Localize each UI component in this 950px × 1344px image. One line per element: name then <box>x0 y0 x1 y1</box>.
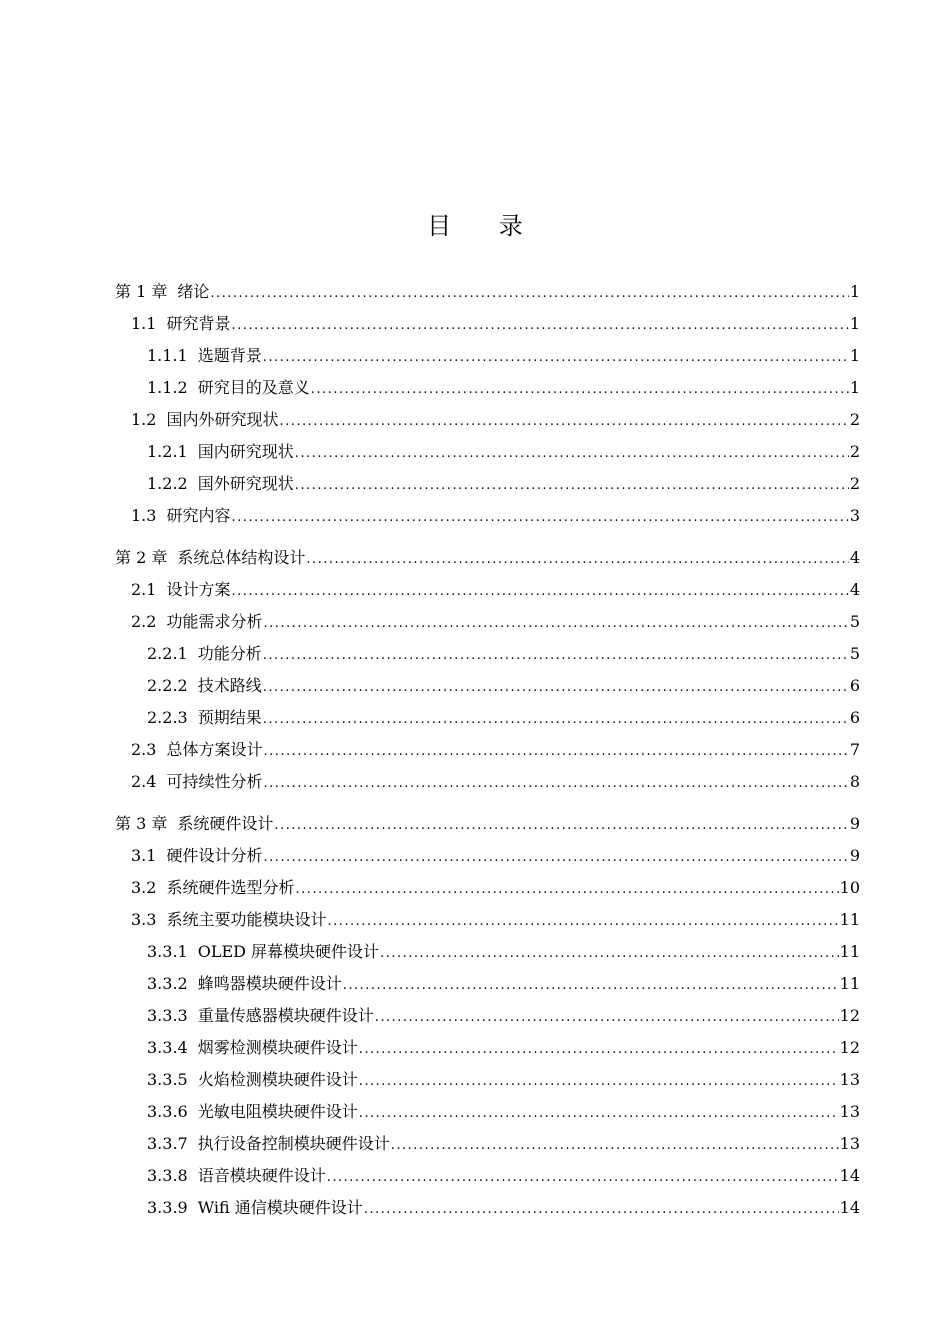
toc-leader-dots <box>306 544 848 576</box>
toc-entry[interactable] <box>115 532 860 574</box>
toc-entry-title: OLED 屏幕模块硬件设计 <box>197 942 380 961</box>
toc-entry-number: 2.2.1 <box>147 644 188 663</box>
toc-entry-number: 2.4 <box>131 772 157 791</box>
toc-leader-dots <box>375 1002 839 1034</box>
toc-entry-page: 7 <box>849 740 860 759</box>
toc-entry-page: 3 <box>849 506 860 525</box>
toc-entry[interactable] <box>115 638 860 670</box>
toc-entry-title: 研究背景 <box>166 314 231 333</box>
toc-leader-dots <box>295 438 849 470</box>
toc-leader-dots <box>263 704 849 736</box>
toc-leader-dots <box>263 640 849 672</box>
toc-entry-number: 1.1.1 <box>147 346 188 365</box>
toc-entry-page: 5 <box>849 612 860 631</box>
toc-entry-title: 系统总体结构设计 <box>177 548 306 567</box>
toc-entry-page: 5 <box>849 644 860 663</box>
toc-leader-dots <box>274 810 848 842</box>
toc-entry[interactable] <box>115 574 860 606</box>
toc-entry[interactable] <box>115 1064 860 1096</box>
toc-entry-title: 设计方案 <box>166 580 231 599</box>
toc-entry-page: 10 <box>839 878 860 897</box>
toc-entry[interactable] <box>115 606 860 638</box>
toc-title: 目 录 <box>427 212 543 240</box>
toc-leader-dots <box>263 672 849 704</box>
toc-entry[interactable] <box>115 308 860 340</box>
toc-entry-page: 6 <box>849 676 860 695</box>
toc-entry[interactable] <box>115 734 860 766</box>
toc-entry-title: 系统硬件选型分析 <box>166 878 295 897</box>
toc-leader-dots <box>380 938 839 970</box>
toc-entry-number: 3.3.6 <box>147 1102 188 1121</box>
toc-entry-title: 国外研究现状 <box>197 474 294 493</box>
toc-entry-title: 重量传感器模块硬件设计 <box>197 1006 374 1025</box>
toc-entry[interactable] <box>115 670 860 702</box>
toc-entry[interactable] <box>115 798 860 840</box>
toc-entry-number: 2.3 <box>131 740 157 759</box>
toc-entry-page: 2 <box>849 442 860 461</box>
toc-entry[interactable] <box>115 766 860 798</box>
toc-entry[interactable] <box>115 702 860 734</box>
toc-entry-page: 12 <box>839 1038 860 1057</box>
table-of-contents <box>115 276 860 1224</box>
toc-entry-number: 1.2.2 <box>147 474 188 493</box>
toc-entry-title: 硬件设计分析 <box>166 846 263 865</box>
toc-entry[interactable] <box>115 936 860 968</box>
toc-entry-page: 14 <box>839 1198 860 1217</box>
toc-entry[interactable] <box>115 1032 860 1064</box>
toc-entry[interactable] <box>115 372 860 404</box>
toc-entry-title: 功能分析 <box>197 644 262 663</box>
toc-leader-dots <box>391 1130 839 1162</box>
toc-entry[interactable] <box>115 1192 860 1224</box>
toc-entry-title: 总体方案设计 <box>166 740 263 759</box>
toc-entry-title: 技术路线 <box>197 676 262 695</box>
toc-entry-page: 1 <box>849 378 860 397</box>
toc-leader-dots <box>263 736 848 768</box>
toc-entry[interactable] <box>115 436 860 468</box>
toc-entry-page: 1 <box>849 314 860 333</box>
toc-entry-page: 13 <box>839 1070 860 1089</box>
toc-leader-dots <box>263 342 849 374</box>
toc-entry-number: 3.3.9 <box>147 1198 188 1217</box>
toc-entry-page: 13 <box>839 1134 860 1153</box>
toc-entry-number: 3.3.7 <box>147 1134 188 1153</box>
toc-entry[interactable] <box>115 276 860 308</box>
toc-leader-dots <box>210 278 848 310</box>
toc-entry-number: 1.1 <box>131 314 157 333</box>
toc-entry-title: 研究内容 <box>166 506 231 525</box>
toc-entry-title: 系统主要功能模块设计 <box>166 910 327 929</box>
toc-entry-page: 2 <box>849 410 860 429</box>
toc-entry-title: 烟雾检测模块硬件设计 <box>197 1038 358 1057</box>
toc-entry[interactable] <box>115 904 860 936</box>
toc-entry-number: 3.3.1 <box>147 942 188 961</box>
toc-entry[interactable] <box>115 1096 860 1128</box>
toc-entry-number: 3.2 <box>131 878 157 897</box>
toc-entry-number: 2.2.2 <box>147 676 188 695</box>
toc-entry-title: 预期结果 <box>197 708 262 727</box>
toc-entry-title: 研究目的及意义 <box>197 378 310 397</box>
toc-entry-title: 绪论 <box>177 282 210 301</box>
toc-entry-number: 第 3 章 <box>115 814 168 833</box>
toc-entry[interactable] <box>115 468 860 500</box>
toc-leader-dots <box>231 502 848 534</box>
toc-entry-number: 3.3.8 <box>147 1166 188 1185</box>
toc-entry-title: 火焰检测模块硬件设计 <box>197 1070 358 1089</box>
toc-entry-number: 2.1 <box>131 580 157 599</box>
toc-entry-page: 13 <box>839 1102 860 1121</box>
toc-entry-page: 4 <box>849 548 860 567</box>
toc-entry[interactable] <box>115 340 860 372</box>
toc-entry[interactable] <box>115 1128 860 1160</box>
toc-leader-dots <box>231 310 848 342</box>
toc-entry-page: 14 <box>839 1166 860 1185</box>
toc-entry-number: 1.2 <box>131 410 157 429</box>
toc-leader-dots <box>279 406 848 438</box>
toc-entry-page: 6 <box>849 708 860 727</box>
toc-entry-title: 国内外研究现状 <box>166 410 279 429</box>
toc-entry-page: 11 <box>839 942 860 961</box>
toc-entry-title: 光敏电阻模块硬件设计 <box>197 1102 358 1121</box>
toc-leader-dots <box>263 608 848 640</box>
toc-entry-title: 功能需求分析 <box>166 612 263 631</box>
toc-entry[interactable] <box>115 840 860 872</box>
toc-entry-number: 3.3.5 <box>147 1070 188 1089</box>
toc-leader-dots <box>263 768 848 800</box>
toc-leader-dots <box>359 1098 839 1130</box>
toc-entry-number: 2.2.3 <box>147 708 188 727</box>
toc-entry-number: 2.2 <box>131 612 157 631</box>
toc-entry-title: Wifi 通信模块硬件设计 <box>197 1198 363 1217</box>
toc-entry-page: 4 <box>849 580 860 599</box>
toc-leader-dots <box>359 1066 839 1098</box>
toc-leader-dots <box>263 842 848 874</box>
toc-leader-dots <box>327 906 838 938</box>
toc-entry-number: 1.2.1 <box>147 442 188 461</box>
toc-entry[interactable] <box>115 404 860 436</box>
toc-entry-page: 9 <box>849 846 860 865</box>
toc-entry-page: 11 <box>839 974 860 993</box>
toc-entry-title: 语音模块硬件设计 <box>197 1166 326 1185</box>
toc-entry-page: 11 <box>839 910 860 929</box>
toc-leader-dots <box>295 874 838 906</box>
toc-entry[interactable] <box>115 1000 860 1032</box>
toc-entry-number: 第 2 章 <box>115 548 168 567</box>
toc-entry-number: 第 1 章 <box>115 282 168 301</box>
toc-entry-title: 系统硬件设计 <box>177 814 274 833</box>
toc-entry-number: 3.3 <box>131 910 157 929</box>
toc-entry-page: 9 <box>849 814 860 833</box>
toc-entry-page: 2 <box>849 474 860 493</box>
toc-entry[interactable] <box>115 968 860 1000</box>
toc-entry-number: 3.3.2 <box>147 974 188 993</box>
toc-leader-dots <box>311 374 849 406</box>
toc-entry-title: 执行设备控制模块硬件设计 <box>197 1134 390 1153</box>
toc-entry-title: 蜂鸣器模块硬件设计 <box>197 974 342 993</box>
toc-leader-dots <box>359 1034 839 1066</box>
toc-entry-number: 3.3.3 <box>147 1006 188 1025</box>
toc-entry-title: 选题背景 <box>197 346 262 365</box>
toc-leader-dots <box>327 1162 839 1194</box>
toc-leader-dots <box>343 970 839 1002</box>
toc-leader-dots <box>295 470 849 502</box>
toc-entry[interactable] <box>115 1160 860 1192</box>
toc-entry[interactable] <box>115 500 860 532</box>
toc-entry-page: 1 <box>849 346 860 365</box>
toc-entry-number: 3.1 <box>131 846 157 865</box>
toc-leader-dots <box>364 1194 839 1226</box>
toc-entry-number: 1.1.2 <box>147 378 188 397</box>
toc-leader-dots <box>231 576 848 608</box>
toc-entry-number: 1.3 <box>131 506 157 525</box>
toc-entry-page: 12 <box>839 1006 860 1025</box>
toc-entry[interactable] <box>115 872 860 904</box>
toc-entry-page: 8 <box>849 772 860 791</box>
toc-entry-title: 可持续性分析 <box>166 772 263 791</box>
toc-entry-page: 1 <box>849 282 860 301</box>
toc-entry-title: 国内研究现状 <box>197 442 294 461</box>
toc-entry-number: 3.3.4 <box>147 1038 188 1057</box>
